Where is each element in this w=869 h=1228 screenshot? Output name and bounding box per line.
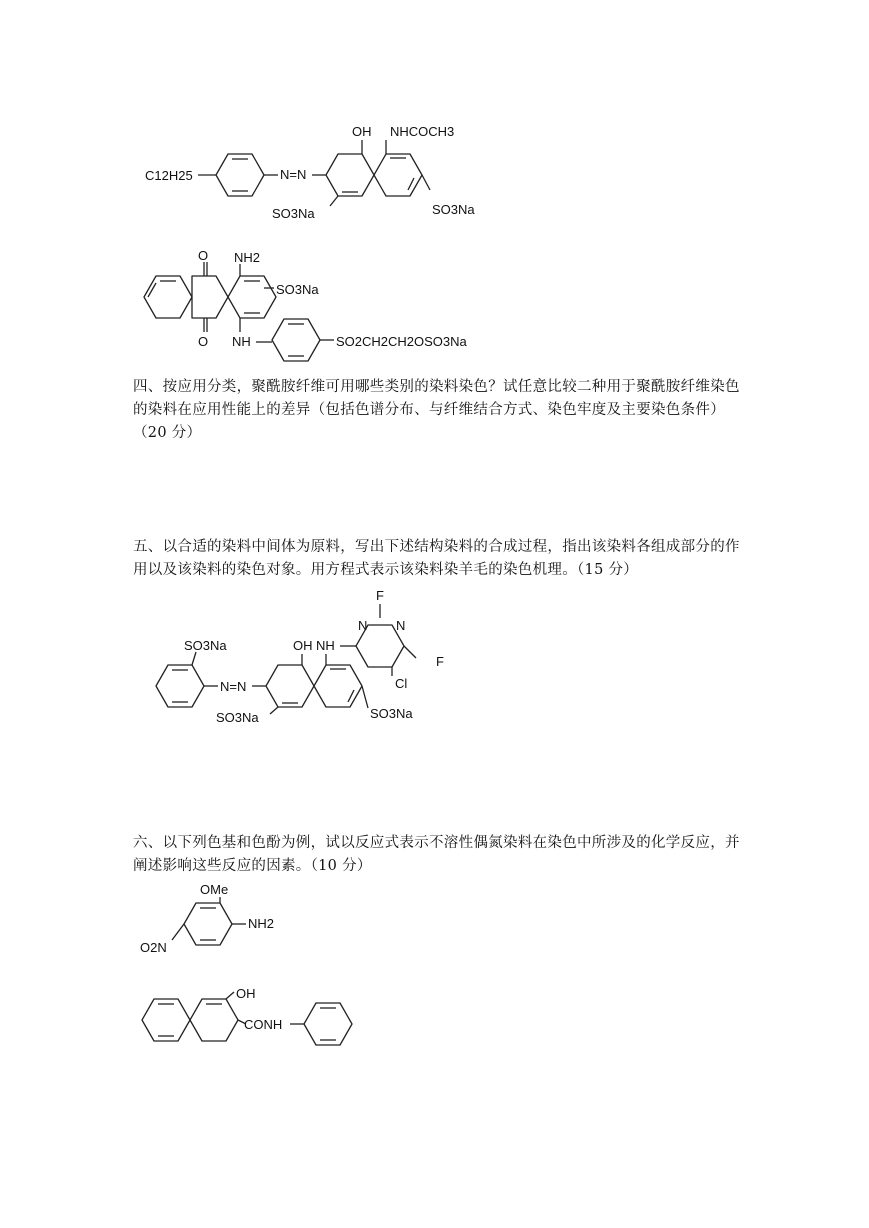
nh2-label: NH2 xyxy=(248,916,275,931)
azo-label: N=N xyxy=(220,679,247,694)
nh-label: NH xyxy=(316,638,335,653)
question-6 xyxy=(133,832,743,878)
so3na-left-label: SO3Na xyxy=(272,206,315,221)
alkyl-label: C12H25 xyxy=(145,168,193,183)
structure-4-color-base xyxy=(138,880,298,960)
structure-3-reactive-dye xyxy=(150,590,470,730)
question-4 xyxy=(133,376,743,445)
conh-label: CONH xyxy=(244,1017,283,1032)
azo-label: N=N xyxy=(280,167,307,182)
no2-label: O2N xyxy=(140,940,167,955)
question-5-text: 五、以合适的染料中间体为原料，写出下述结构染料的合成过程，指出该染料各组成部分的作用以及该染料的染色对象。用方程式表示该染料染羊毛的染色机理。（15 分） xyxy=(133,539,740,578)
oh-label: OH xyxy=(293,638,313,653)
cl-label: Cl xyxy=(395,676,408,691)
structure-5-naphthol-as xyxy=(138,980,368,1050)
n-right-label: N xyxy=(396,618,406,633)
so3na-left-label: SO3Na xyxy=(216,710,259,725)
f-top-label: F xyxy=(376,588,384,603)
nh2-label: NH2 xyxy=(234,250,261,265)
n-left-label: N xyxy=(358,618,368,633)
f-right-label: F xyxy=(436,654,444,669)
so3na-right-label: SO3Na xyxy=(432,202,475,217)
so3na-top-label: SO3Na xyxy=(184,638,227,653)
so3na-label: SO3Na xyxy=(276,282,319,297)
ome-label: OMe xyxy=(200,882,229,897)
oh-label: OH xyxy=(352,124,372,139)
oh-label: OH xyxy=(236,986,256,1001)
structure-1-azo-dye xyxy=(140,120,500,230)
o-top-label: O xyxy=(198,248,209,263)
amide-label: NHCOCH3 xyxy=(390,124,455,139)
question-6-text: 六、以下列色基和色酚为例，试以反应式表示不溶性偶氮染料在染色中所涉及的化学反应，并阐述影响这些反应的因素。（10 分） xyxy=(133,835,740,874)
o-bottom-label: O xyxy=(198,334,209,349)
so3na-right-label: SO3Na xyxy=(370,706,413,721)
question-4-text: 四、按应用分类，聚酰胺纤维可用哪些类别的染料染色？试任意比较二种用于聚酰胺纤维染色的染料在应用性能上的差异（包括色谱分布、与纤维结合方式、染色牢度及主要染色条件）（20 分） xyxy=(133,379,740,441)
question-5 xyxy=(133,536,743,582)
structure-2-anthraquinone-dye xyxy=(140,250,480,360)
nh-label: NH xyxy=(232,334,251,349)
chain-label: SO2CH2CH2OSO3Na xyxy=(336,334,467,349)
